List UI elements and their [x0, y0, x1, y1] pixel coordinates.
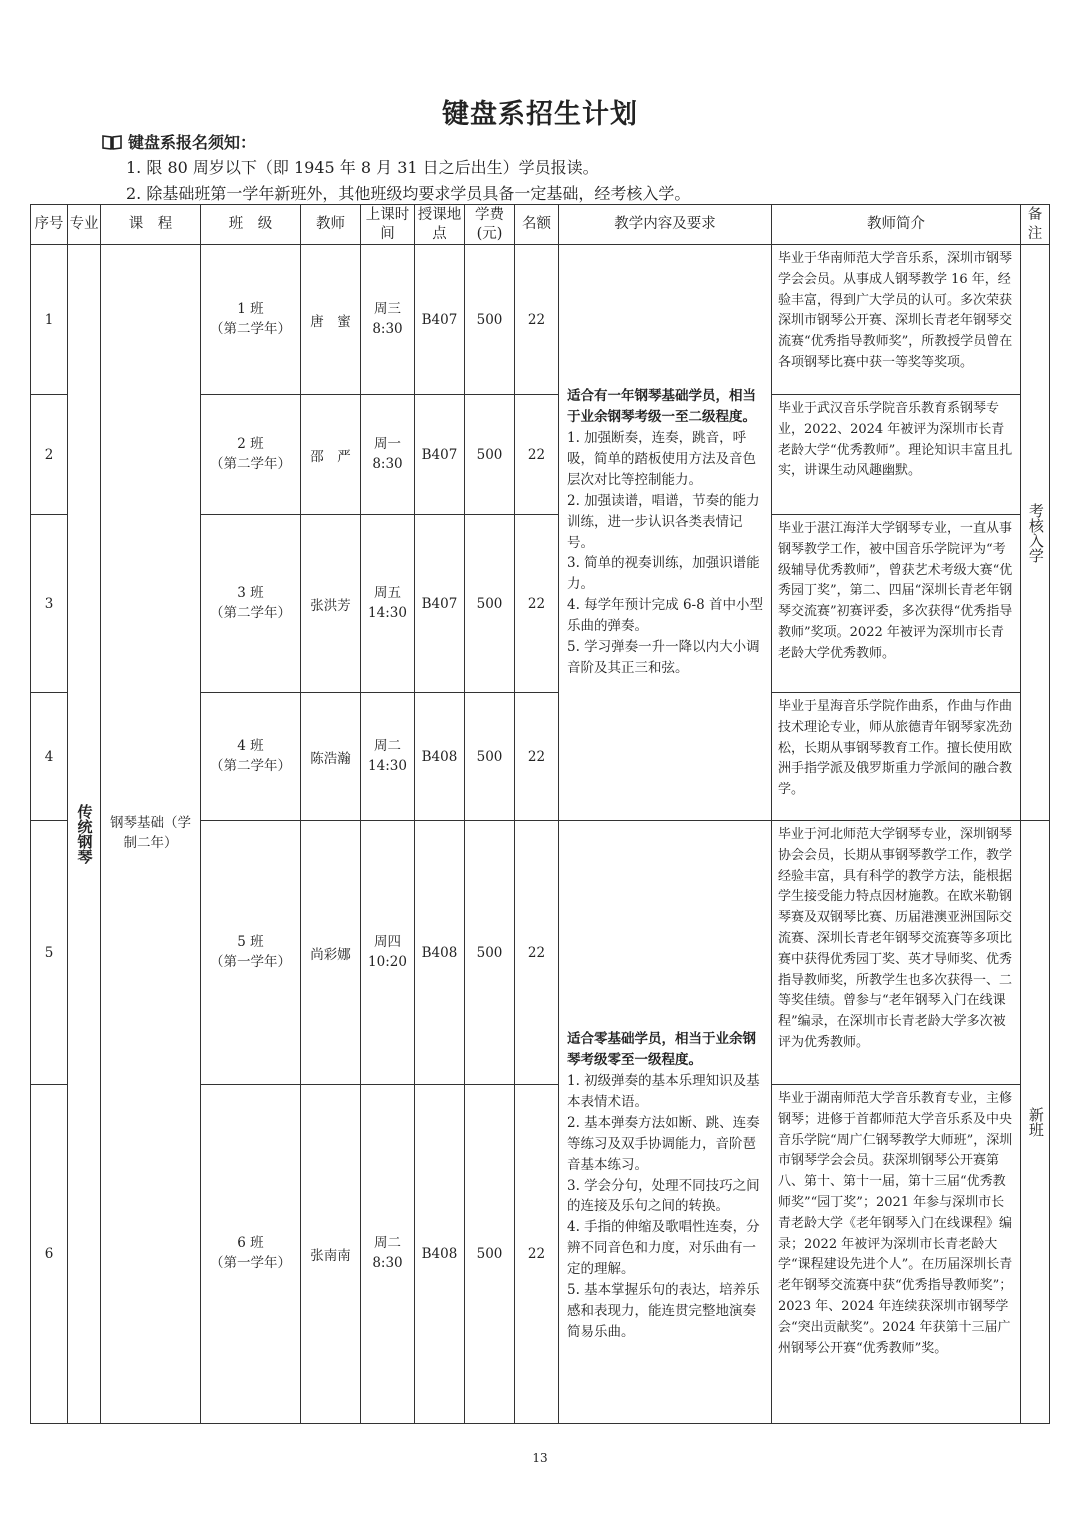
- class-cell: [201, 515, 301, 693]
- fee-cell: 500: [465, 821, 515, 1085]
- time-cell: [361, 1085, 415, 1424]
- time-cell: [361, 821, 415, 1085]
- time-day: 周四: [374, 933, 401, 950]
- time-clock: 8:30: [372, 455, 403, 472]
- content-a-item-5: 5. 学习弹奏一升一降以内大小调音阶及其正三和弦。: [567, 639, 760, 677]
- content-a-item-3: 3. 简单的视奏训练，加强识谱能力。: [567, 555, 760, 593]
- content-b-item-3: 3. 学会分句，处理不同技巧之间的连接及乐句之间的转换。: [567, 1177, 760, 1215]
- teacher-cell: 张南南: [301, 1085, 361, 1424]
- header-place: 授课地点: [415, 205, 465, 245]
- page-number: 13: [532, 1451, 548, 1465]
- note-cell-b: 新班: [1021, 821, 1050, 1424]
- time-cell: [361, 693, 415, 821]
- time-day: 周二: [374, 737, 401, 754]
- fee-cell: 500: [465, 395, 515, 515]
- class-year: （第一学年）: [210, 1255, 291, 1271]
- header-time: 上课时间: [361, 205, 415, 245]
- notice-line-2: 2. 除基础班第一学年新班外，其他班级均要求学员具备一定基础，经考核入学。: [126, 184, 691, 203]
- class-name: 6 班: [237, 1235, 264, 1252]
- content-a-item-4: 4. 每学年预计完成 6-8 首中小型乐曲的弹奏。: [567, 597, 763, 635]
- teacher-cell: 陈浩瀚: [301, 693, 361, 821]
- fee-cell: 500: [465, 693, 515, 821]
- content-b-item-4: 4. 手指的伸缩及歌唱性连奏，分辨不同音色和力度，对乐曲有一定的理解。: [567, 1219, 760, 1278]
- table-header-row: [31, 205, 1050, 245]
- book-icon: [102, 134, 122, 150]
- place-cell: B408: [415, 1085, 465, 1424]
- place-cell: B407: [415, 245, 465, 395]
- class-cell: [201, 693, 301, 821]
- time-clock: 10:20: [368, 953, 407, 970]
- quota-cell: 22: [515, 693, 559, 821]
- class-name: 4 班: [237, 737, 264, 754]
- quota-cell: 22: [515, 821, 559, 1085]
- teacher-cell: 张洪芳: [301, 515, 361, 693]
- class-cell: [201, 245, 301, 395]
- fee-cell: 500: [465, 1085, 515, 1424]
- content-a-heading: 适合有一年钢琴基础学员，相当于业余钢琴考级一至二级程度。: [567, 388, 756, 425]
- content-a-item-1: 1. 加强断奏，连奏，跳音，呼吸，简单的踏板使用方法及音色层次对比等控制能力。: [567, 429, 756, 488]
- header-intro: 教师简介: [772, 205, 1021, 245]
- notice-heading: [102, 130, 256, 153]
- major-cell: 传统钢琴: [68, 245, 101, 1424]
- class-year: （第二学年）: [210, 604, 291, 621]
- class-year: （第二学年）: [210, 455, 291, 472]
- page-title: 键盘系招生计划: [442, 99, 638, 130]
- header-course: 课 程: [101, 205, 201, 245]
- class-year: （第二学年）: [210, 757, 291, 774]
- time-day: 周二: [374, 1235, 401, 1252]
- time-day: 周三: [374, 300, 401, 317]
- table-row: [31, 245, 1050, 395]
- header-fee: 学费(元): [465, 205, 515, 245]
- header-quota: 名额: [515, 205, 559, 245]
- time-clock: 8:30: [372, 320, 403, 337]
- place-cell: B408: [415, 821, 465, 1085]
- teacher-cell: 唐 蜜: [301, 245, 361, 395]
- quota-cell: 22: [515, 515, 559, 693]
- time-cell: [361, 245, 415, 395]
- header-content: 教学内容及要求: [559, 205, 772, 245]
- content-cell-b: [559, 821, 772, 1424]
- content-b-item-2: 2. 基本弹奏方法如断、跳、连奏等练习及双手协调能力，音阶琶音基本练习。: [567, 1114, 760, 1173]
- teacher-cell: 尚彩娜: [301, 821, 361, 1085]
- header-seq: 序号: [31, 205, 68, 245]
- class-cell: [201, 1085, 301, 1424]
- fee-cell: 500: [465, 245, 515, 395]
- intro-cell: 毕业于河北师范大学钢琴专业，深圳钢琴协会会员，长期从事钢琴教学工作，教学经验丰富，具有科学的教学方法，能根据学生接受能力特点因材施教。在欧米勒钢琴赛及双钢琴比赛、历届港澳亚洲国际交流赛、深圳长青老年钢琴交流赛等多项比赛中获得优秀园丁奖、英才导师奖、优秀指导教师奖，所教学生也多次获得一、二等奖佳绩。曾参与“老年钢琴入门在线课程”编录，在深圳市长青老龄大学多次被评为优秀教师。: [772, 821, 1021, 1085]
- seq-cell: 4: [31, 693, 68, 821]
- seq-cell: 3: [31, 515, 68, 693]
- place-cell: B407: [415, 515, 465, 693]
- notice-line-1: 1. 限 80 周岁以下（即 1945 年 8 月 31 日之后出生）学员报读。: [126, 158, 599, 177]
- teacher-cell: 邵 严: [301, 395, 361, 515]
- place-cell: B408: [415, 693, 465, 821]
- header-teacher: 教师: [301, 205, 361, 245]
- course-cell: 钢琴基础（学制二年）: [101, 245, 201, 1424]
- header-note: 备注: [1021, 205, 1050, 245]
- note-cell-a: 考核入学: [1021, 245, 1050, 821]
- class-name: 3 班: [237, 584, 264, 601]
- class-name: 1 班: [237, 300, 264, 317]
- time-clock: 14:30: [368, 604, 407, 621]
- quota-cell: 22: [515, 245, 559, 395]
- intro-cell: 毕业于星海音乐学院作曲系，作曲与作曲技术理论专业，师从旅德青年钢琴家冼劲松，长期从事钢琴教育工作。擅长使用欧洲手指学派及俄罗斯重力学派间的融合教学。: [772, 693, 1021, 821]
- content-b-item-1: 1. 初级弹奏的基本乐理知识及基本表情术语。: [567, 1072, 760, 1110]
- seq-cell: 1: [31, 245, 68, 395]
- content-b-heading: 适合零基础学员，相当于业余钢琴考级零至一级程度。: [567, 1031, 756, 1068]
- content-a-item-2: 2. 加强读谱，唱谱，节奏的能力训练，进一步认识各类表情记号。: [567, 492, 760, 551]
- class-cell: [201, 395, 301, 515]
- class-name: 5 班: [237, 933, 264, 950]
- header-class: 班 级: [201, 205, 301, 245]
- quota-cell: 22: [515, 1085, 559, 1424]
- class-name: 2 班: [237, 435, 264, 452]
- header-major: 专业: [68, 205, 101, 245]
- intro-cell: 毕业于武汉音乐学院音乐教育系钢琴专业，2022、2024 年被评为深圳市长青老龄大学“优秀教师”。理论知识丰富且扎实，讲课生动风趣幽默。: [772, 395, 1021, 515]
- class-year: （第一学年）: [210, 953, 291, 970]
- fee-cell: 500: [465, 515, 515, 693]
- time-cell: [361, 395, 415, 515]
- time-cell: [361, 515, 415, 693]
- seq-cell: 5: [31, 821, 68, 1085]
- place-cell: B407: [415, 395, 465, 515]
- notice-heading-text: 键盘系报名须知：: [128, 133, 257, 152]
- seq-cell: 6: [31, 1085, 68, 1424]
- time-clock: 14:30: [368, 757, 407, 774]
- seq-cell: 2: [31, 395, 68, 515]
- intro-cell: 毕业于华南师范大学音乐系，深圳市钢琴学会会员。从事成人钢琴教学 16 年，经验丰富，得到广大学员的认可。多次荣获深圳市钢琴公开赛、深圳长青老年钢琴交流赛“优秀指导教师奖”，所教授学员曾在各项钢琴比赛中获一等奖等奖项。: [772, 245, 1021, 395]
- time-day: 周一: [374, 435, 401, 452]
- enrollment-table: [30, 204, 1050, 1424]
- class-year: （第二学年）: [210, 320, 291, 337]
- time-day: 周五: [374, 584, 401, 601]
- time-clock: 8:30: [372, 1255, 403, 1271]
- intro-cell: 毕业于湖南师范大学音乐教育专业，主修钢琴；进修于首都师范大学音乐系及中央音乐学院“周广仁钢琴教学大师班”，深圳市钢琴学会会员。获深圳钢琴公开赛第八、第十、第十一届，第十三届“优秀教师奖”“园丁奖”；2021 年参与深圳市长青老龄大学《老年钢琴入门在线课程》编录；2022 年被评为深圳市长青老龄大学“课程建设先进个人”。在历届深圳长青老年钢琴交流赛中获“优秀指导教师奖”；2023 年、2024 年连续获深圳市钢琴学会“突出贡献奖”。2024 年获第十三届广州钢琴公开赛“优秀教师”奖。: [772, 1085, 1021, 1424]
- content-b-item-5: 5. 基本掌握乐句的表达，培养乐感和表现力，能连贯完整地演奏简易乐曲。: [567, 1282, 760, 1340]
- intro-cell: 毕业于湛江海洋大学钢琴专业，一直从事钢琴教学工作，被中国音乐学院评为“考级辅导优秀教师”，曾获艺术考级大赛“优秀园丁奖”，第二、四届“深圳长青老年钢琴交流赛”初赛评委，多次获得“优秀指导教师”奖项。2022 年被评为深圳市长青老龄大学优秀教师。: [772, 515, 1021, 693]
- quota-cell: 22: [515, 395, 559, 515]
- class-cell: [201, 821, 301, 1085]
- content-cell-a: [559, 245, 772, 821]
